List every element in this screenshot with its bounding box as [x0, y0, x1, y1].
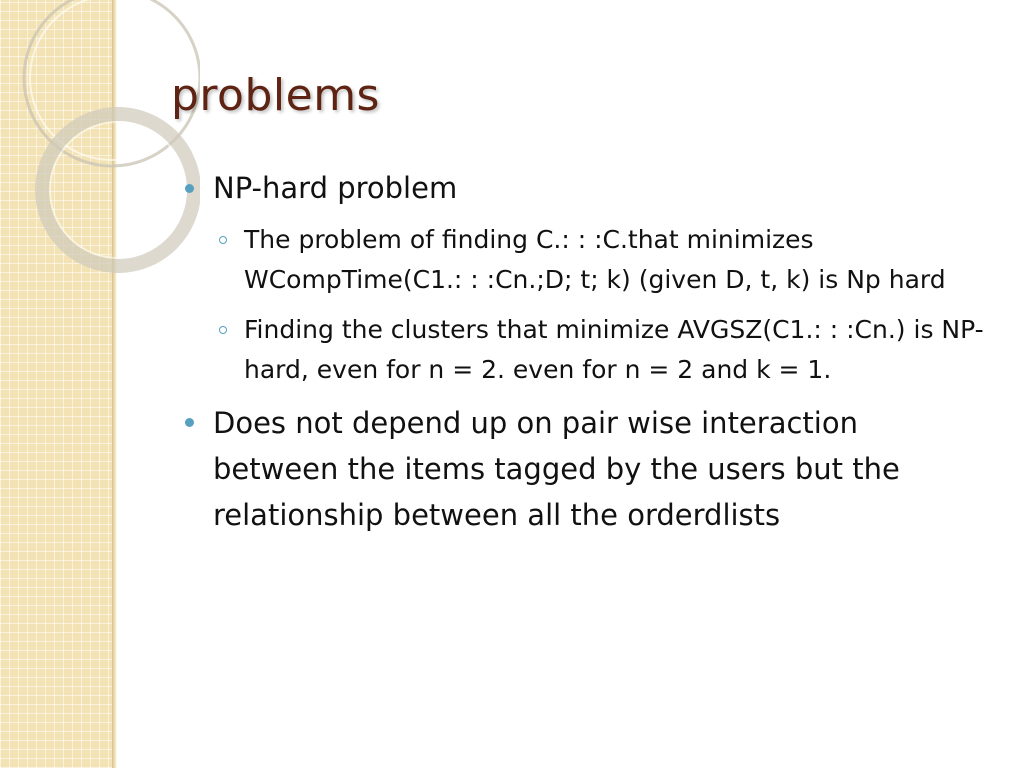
sub-bullet-text: The problem of finding C.: : :C.that minimizes WCompTime(C1.: : :Cn.;D; t; k) (given D, t, k) is Np hard — [244, 225, 946, 294]
bullet-text: NP-hard problem — [213, 171, 458, 205]
sub-bullet-text: Finding the clusters that minimize AVGSZ(C1.: : :Cn.) is NP-hard, even for n = 2. even for n = 2 and k = 1. — [244, 315, 984, 384]
sub-bullet-ring-icon — [219, 326, 227, 334]
sub-bullet-finding-problem — [185, 220, 985, 300]
side-band-edge — [112, 0, 117, 768]
bullet-np-hard — [185, 170, 985, 206]
sub-bullet-avgsz — [185, 310, 985, 390]
bullet-text: Does not depend up on pair wise interaction between the items tagged by the users but the relationship between all the orderdlists — [213, 406, 900, 532]
slide-body — [185, 170, 985, 552]
sub-bullet-ring-icon — [219, 236, 227, 244]
bullet-pairwise — [185, 400, 985, 538]
decorative-side-band — [0, 0, 112, 768]
bullet-dot-icon — [185, 418, 194, 427]
bullet-dot-icon — [185, 184, 194, 193]
slide-title: problems — [171, 70, 380, 121]
